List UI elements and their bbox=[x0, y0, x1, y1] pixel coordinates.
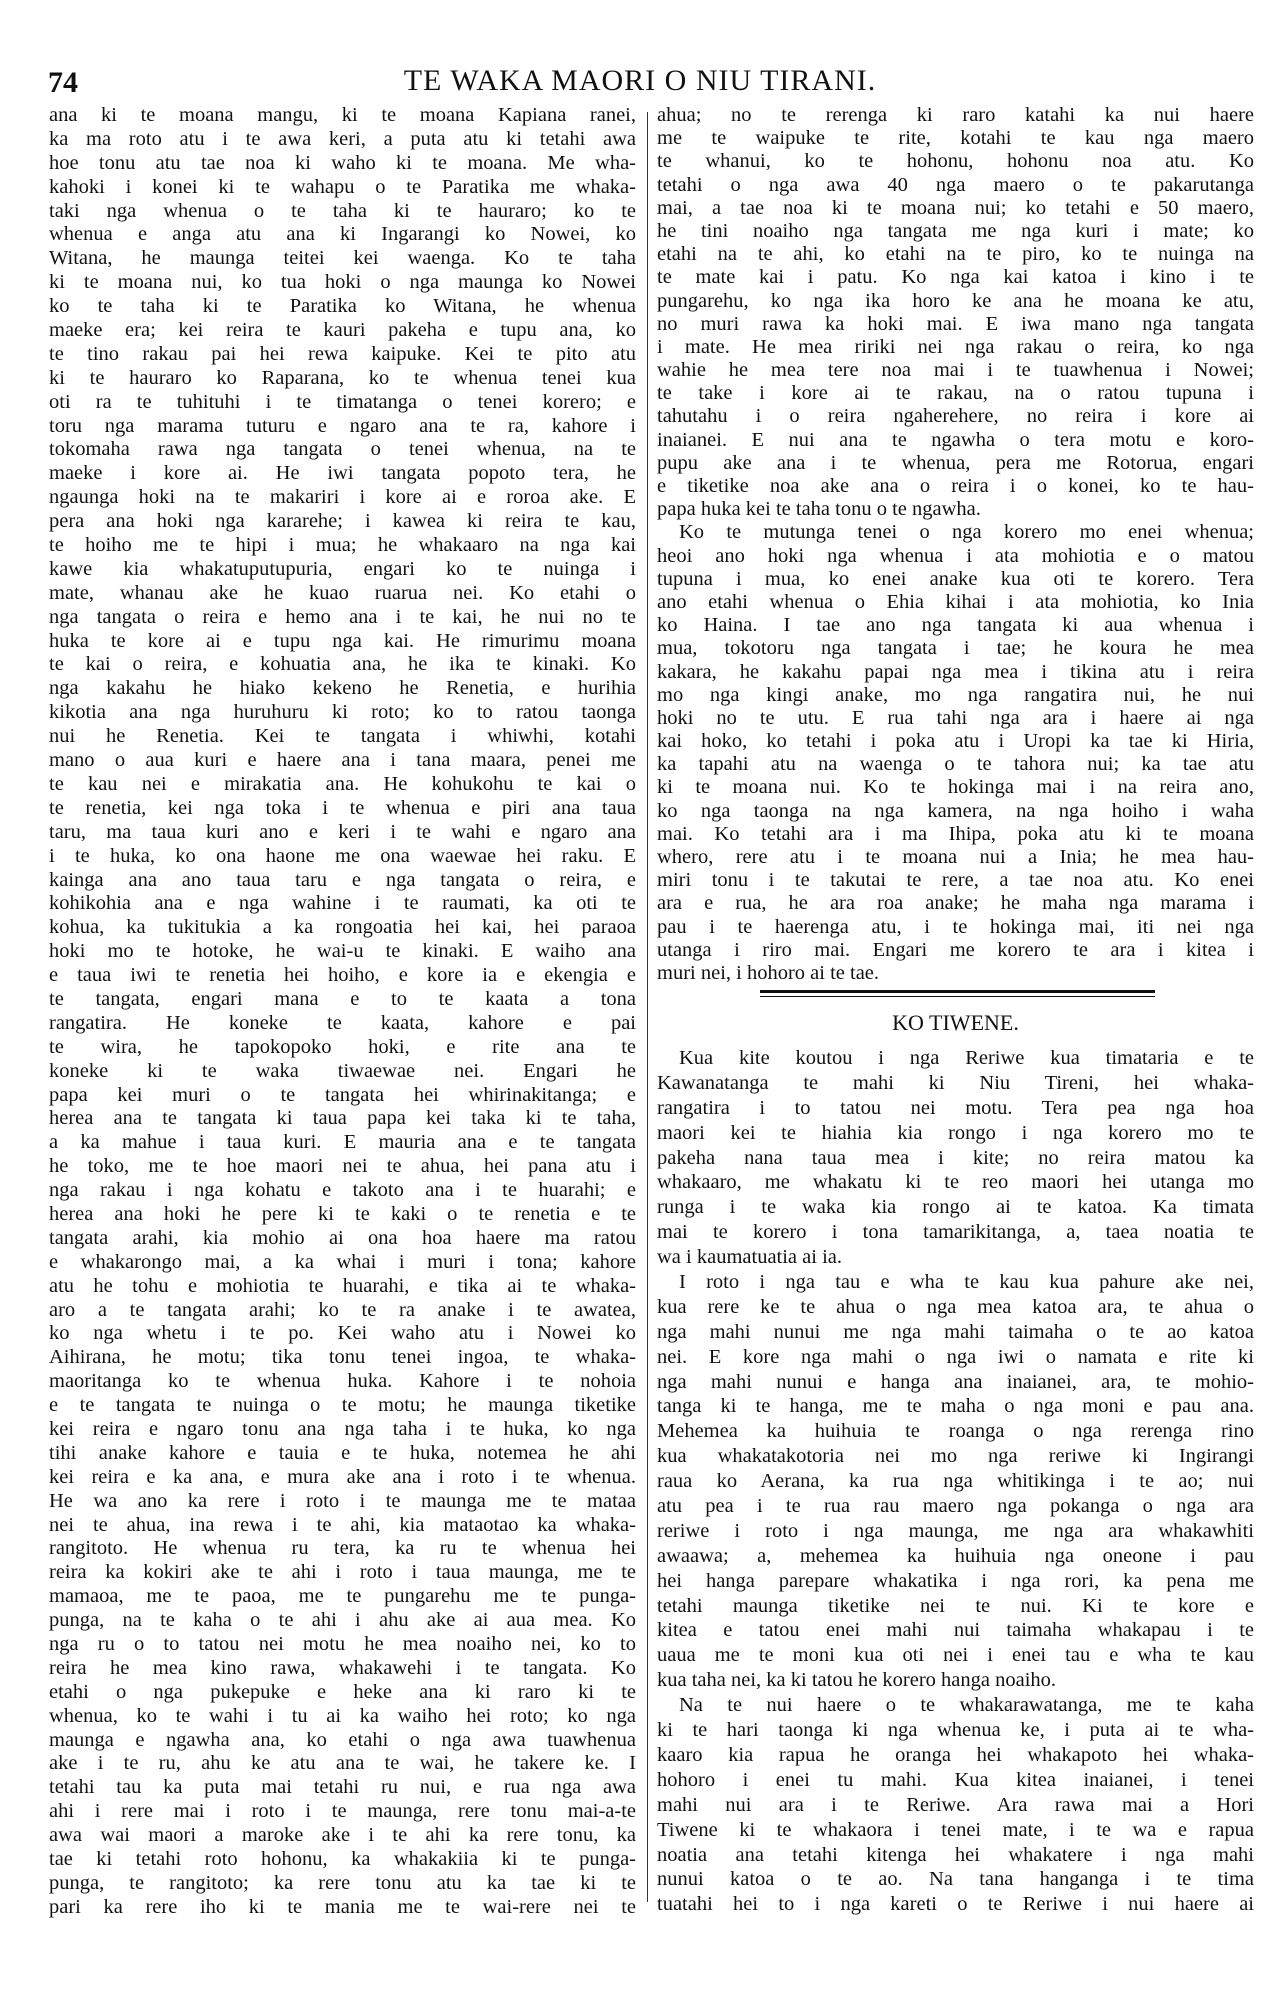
text-line: nga rakau i nga kohatu e takoto ana i te huarahi; e bbox=[49, 1179, 636, 1202]
text-line: kua taha nei, ka ki tatou he korero hanga noaiho. bbox=[657, 1669, 1057, 1692]
text-line: no muri rawa ka hoki mai. E iwa mano nga tangata bbox=[657, 312, 1254, 335]
section-heading: KO TIWENE. bbox=[892, 1010, 1019, 1035]
text-line: te renetia, kei nga toka i te whenua e piri ana taua bbox=[49, 796, 636, 819]
text-line: mahi nui ara i te Reriwe. Ara rawa mai a Hori bbox=[657, 1793, 1254, 1816]
left-column bbox=[49, 104, 636, 1920]
text-line: Tiwene ki te whakaora i tenei mate, i te wa e rapua bbox=[657, 1818, 1254, 1841]
text-line: mano o aua kuri e haere ana i tana maara, penei me bbox=[49, 749, 636, 772]
text-line: punga, te rangitoto; ka rere tonu atu ka tae ki te bbox=[49, 1871, 636, 1894]
text-line: ki te moana nui, ko tua hoki o nga maunga ko Nowei bbox=[49, 271, 636, 294]
text-line: kohikohia ana e nga wahine i te raumati, ka oti te bbox=[49, 892, 636, 915]
text-line: ki te moana nui. Ko te hokinga mai i na reira ano, bbox=[657, 776, 1254, 799]
text-line: te mate kai i patu. Ko nga kai katoa i kino i te bbox=[657, 266, 1254, 289]
text-line: mua, tokotoru nga tangata i tae; he koura he mea bbox=[657, 637, 1254, 660]
text-line: pungarehu, ko nga ika horo ke ana he moana ke atu, bbox=[657, 289, 1254, 312]
text-line: hei hanga parepare whakatika i nga rori, ka pena me bbox=[657, 1569, 1254, 1592]
text-line: papa kei muri o te tangata hei whirinakitanga; e bbox=[49, 1083, 636, 1106]
text-line: miri tonu i te takutai te rere, a tae noa atu. Ko enei bbox=[657, 869, 1254, 892]
right-column-top bbox=[657, 104, 1254, 985]
text-line: raua ko Aerana, ka rua nga whitikinga i te ao; nui bbox=[657, 1470, 1254, 1493]
text-line: e taua iwi te renetia hei hoiho, e kore ia e ekengia e bbox=[49, 964, 636, 987]
text-line: kainga ana ano taua taru e nga tangata o reira, e bbox=[49, 868, 636, 891]
text-line: Kua kite koutou i nga Reriwe kua timataria e te bbox=[679, 1047, 1254, 1069]
text-line: mai te korero i tona tamarikitanga, a, taea noatia te bbox=[657, 1221, 1254, 1244]
text-line: Aihirana, he motu; tika tonu tenei ingoa, te whaka- bbox=[49, 1346, 636, 1369]
text-line: taru, ma taua kuri ano e keri i te wahi e ngaro ana bbox=[49, 820, 636, 843]
section-rule-thin bbox=[760, 996, 1155, 997]
text-line: e tiketike noa ake ana o reira i o konei, ko te hau- bbox=[657, 475, 1254, 497]
text-line: nga mahi nunui e hanga ana inaianei, ara, te mohio- bbox=[657, 1370, 1254, 1393]
text-line: maeke era; kei reira te kauri pakeha e tupu ana, ko bbox=[49, 319, 636, 342]
text-line: toru nga marama tuturu e ngaro ana te ra, kahore i bbox=[49, 414, 636, 437]
text-line: pupu ake ana i te whenua, pera me Rotorua, engari bbox=[657, 451, 1254, 474]
text-line: papa huka kei te taha tonu o te ngawha. bbox=[657, 498, 981, 521]
text-line: utanga i riro mai. Engari me korero te ara i kitea i bbox=[657, 938, 1254, 961]
text-line: pari ka rere iho ki te mania me te wai-rere nei te bbox=[49, 1895, 636, 1918]
text-line: pakeha nana taua mea i kite; no reira matou ka bbox=[657, 1146, 1254, 1169]
text-line: kei reira e ka ana, e mura ake ana i roto i te whenua. bbox=[49, 1465, 636, 1488]
text-line: tihi anake kahore e tauia e te huka, notemea he ahi bbox=[49, 1441, 636, 1464]
text-line: herea ana te tangata ki taua papa kei taka ki te taha, bbox=[49, 1107, 636, 1130]
text-line: ki te hauraro ko Raparana, ko te whenua tenei kua bbox=[49, 366, 636, 389]
text-line: mamaoa, me te paoa, me te pungarehu me te punga- bbox=[49, 1585, 636, 1608]
text-line: huka te kore ai e tupu nga kai. He rimurimu moana bbox=[49, 629, 636, 652]
text-line: whero, rere atu i te moana nui a Inia; he mea hau- bbox=[657, 846, 1254, 868]
text-line: rangitoto. He whenua ru tera, ka ru te whenua hei bbox=[49, 1537, 636, 1560]
text-line: ki te hari taonga ki nga whenua ke, i puta ai te wha- bbox=[657, 1719, 1254, 1742]
text-line: herea ana hoki he pere ki te kaki o te renetia e te bbox=[49, 1202, 636, 1225]
text-line: tangata arahi, kia mohio ai ona hoa haere ma ratou bbox=[49, 1226, 636, 1249]
text-line: wa i kaumatuatia ai ia. bbox=[657, 1246, 842, 1269]
text-line: maeke i kore ai. He iwi tangata popoto tera, he bbox=[49, 462, 636, 485]
text-line: nga mahi nunui me nga mahi taimaha o te ao katoa bbox=[657, 1320, 1254, 1343]
text-line: kahoki i konei ki te wahapu o te Paratika me whaka- bbox=[49, 175, 636, 198]
text-line: tuatahi hei to i nga kareti o te Reriwe i nui haere ai bbox=[657, 1893, 1254, 1916]
text-line: kai hoko, ko tetahi i poka atu i Uropi ka tae ki Hiria, bbox=[657, 730, 1254, 753]
text-line: ano etahi whenua o Ehia kihai i ata mohiotia, ko Inia bbox=[657, 590, 1254, 613]
text-line: i te huka, ko ona haone me ona waewae hei raku. E bbox=[49, 844, 636, 867]
text-line: nga kakahu he hiako kekeno he Renetia, e hurihia bbox=[49, 677, 636, 700]
text-line: tetahi tau ka puta mai tetahi ru nui, e rua nga awa bbox=[49, 1776, 636, 1799]
text-line: ahi i rere mai i roto i te maunga, rere tonu mai-a-te bbox=[49, 1800, 636, 1823]
text-line: He wa ano ka rere i roto i te maunga me te mataa bbox=[49, 1489, 636, 1512]
text-line: maunga e ngawha ana, ko etahi o nga awa tuawhenua bbox=[49, 1728, 636, 1751]
text-line: inaianei. E nui ana te ngawha o tera motu e koro- bbox=[657, 428, 1254, 451]
text-line: e whakarongo mai, a ka whai i muri i tona; kahore bbox=[49, 1250, 636, 1273]
text-line: ko te taha ki te Paratika ko Witana, he whenua bbox=[49, 295, 636, 318]
text-line: whenua e anga atu ana ki Ingarangi ko Nowei, ko bbox=[49, 223, 636, 246]
text-line: kawe kia whakatuputupuria, engari ko te nuinga i bbox=[49, 557, 636, 580]
text-line: ka ma roto atu i te awa keri, a puta atu ki tetahi awa bbox=[49, 127, 636, 150]
text-line: maori kei te hiahia kia rongo i nga korero mo te bbox=[657, 1121, 1254, 1144]
text-line: kua rere ke te ahua o nga mea katoa ara, te ahua o bbox=[657, 1295, 1254, 1318]
text-line: a ka mahue i taua kuri. E mauria ana e te tangata bbox=[49, 1131, 636, 1154]
text-line: hoki no te utu. E rua tahi nga ara i haere ai nga bbox=[657, 706, 1254, 729]
text-line: mai. Ko tetahi ara i ma Ihipa, poka atu ki te moana bbox=[657, 822, 1254, 845]
text-line: ngaunga hoki na te makariri i kore ai e roroa ake. E bbox=[49, 486, 636, 509]
text-line: ara e rua, he ara roa anake; he maha nga marama i bbox=[657, 892, 1254, 915]
text-line: heoi ano hoki nga whenua i ata mohiotia e o matou bbox=[657, 544, 1254, 567]
section-rule bbox=[760, 990, 1155, 993]
text-line: kohua, ka tukitukia a ka rongoatia hei kai, hei paraoa bbox=[49, 916, 636, 939]
text-line: te tangata, engari mana e to te kaata a tona bbox=[49, 987, 636, 1010]
text-line: reriwe i roto i nga maunga, me nga ara whakawhiti bbox=[657, 1519, 1254, 1542]
text-line: Mehemea ka huihuia te roanga o nga rerenga rino bbox=[657, 1420, 1254, 1443]
text-line: pera ana hoki nga kararehe; i kawea ki reira te kau, bbox=[49, 510, 636, 533]
text-line: oti ra te tuhituhi i te timatanga o tenei korero; e bbox=[49, 390, 636, 413]
text-line: rangatira i to tatou nei motu. Tera pea nga hoa bbox=[657, 1096, 1254, 1119]
text-line: ko nga whetu i te po. Kei waho atu i Nowei ko bbox=[49, 1322, 636, 1345]
text-line: te wira, he tapokopoko hoki, e rite ana te bbox=[49, 1035, 636, 1058]
text-line: muri nei, i hohoro ai te tae. bbox=[657, 961, 880, 984]
text-line: tahutahu i o reira ngaherehere, no reira i kore ai bbox=[657, 405, 1254, 428]
text-line: atu he tohu e mohiotia te huarahi, e tika ai te whaka- bbox=[49, 1274, 636, 1297]
text-line: nunui katoa o te ao. Na tana hanganga i te tima bbox=[657, 1868, 1254, 1891]
text-line: punga, na te kaha o te ahi i ahu ake ai aua mea. Ko bbox=[49, 1609, 636, 1632]
text-line: e te tangata te nuinga o te motu; he maunga tiketike bbox=[49, 1394, 636, 1417]
text-line: koneke ki te waka tiwaewae nei. Engari he bbox=[49, 1059, 636, 1082]
newspaper-title: TE WAKA MAORI O NIU TIRANI. bbox=[403, 64, 877, 97]
text-line: Witana, he maunga teitei kei waenga. Ko te taha bbox=[49, 247, 636, 270]
page-number: 74 bbox=[48, 66, 78, 99]
text-line: nga tangata o reira e hemo ana i te kai, he nui no te bbox=[49, 605, 636, 628]
text-line: hoki mo te hotoke, he wai-u te kinaki. E waiho ana bbox=[49, 940, 636, 963]
text-line: aro a te tangata arahi; ko te ra anake i te awatea, bbox=[49, 1298, 636, 1321]
text-line: noatia ana tetahi kitenga hei whakatere i nga mahi bbox=[657, 1843, 1254, 1866]
text-line: he tini noaiho nga tangata me nga kuri i mate; ko bbox=[657, 219, 1254, 242]
text-line: awaawa; a, mehemea ka huihuia nga oneone i pau bbox=[657, 1544, 1254, 1567]
text-line: mate, whanau ake he kuao ruarua nei. Ko etahi o bbox=[49, 581, 636, 604]
text-line: rangatira. He koneke te kaata, kahore e pai bbox=[49, 1011, 636, 1034]
text-line: hohoro i enei tu mahi. Kua kitea inaianei, i tenei bbox=[657, 1768, 1254, 1791]
text-line: I roto i nga tau e wha te kau kua pahure ake nei, bbox=[679, 1271, 1254, 1294]
text-line: tae ki tetahi roto hohonu, ka whakakiia ki te punga- bbox=[49, 1848, 636, 1871]
text-line: i mate. He mea ririki nei nga rakau o reira, ko nga bbox=[657, 335, 1254, 358]
text-line: mai, a tae noa ki te moana nui; ko tetahi e 50 maero, bbox=[657, 196, 1254, 219]
text-line: reira ka kokiri ake te ahi i roto i taua maunga, me te bbox=[49, 1561, 636, 1584]
text-line: te tino rakau pai hei rewa kaipuke. Kei te pito atu bbox=[49, 342, 636, 365]
text-line: kitea e tatou enei mahi nui taimaha whakapau i te bbox=[657, 1619, 1254, 1642]
text-line: kaaro kia rapua he oranga hei whakapoto hei whaka- bbox=[657, 1743, 1254, 1766]
text-line: ka tapahi atu na waenga o te tahora nui; ka tae atu bbox=[657, 753, 1254, 776]
text-line: runga i te waka kia rongo ai te katoa. Ka timata bbox=[657, 1196, 1254, 1219]
text-line: tetahi maunga tiketike nei te nui. Ki te kore e bbox=[657, 1594, 1254, 1617]
text-line: ana ki te moana mangu, ki te moana Kapiana ranei, bbox=[49, 104, 636, 126]
text-line: ko Haina. I tae ano nga tangata ki aua whenua i bbox=[657, 614, 1254, 637]
text-line: etahi o nga pukepuke e heke ana ki raro ki te bbox=[49, 1680, 636, 1703]
text-line: taki nga whenua o te taha ki te hauraro; ko te bbox=[49, 199, 636, 222]
text-line: tetahi o nga awa 40 nga maero o te pakarutanga bbox=[657, 173, 1254, 196]
text-line: te kau nei e mirakatia ana. He kohukohu te kai o bbox=[49, 772, 636, 795]
text-line: ake i te ru, ahu ke atu ana te wai, he takere ke. I bbox=[49, 1752, 636, 1775]
text-line: te hoiho me te hipi i mua; he whakaaro na nga kai bbox=[49, 534, 636, 557]
text-line: kakara, he kakahu papai nga mea i tikina atu i reira bbox=[657, 660, 1254, 683]
text-line: me te waipuke te rite, kotahi te kau nga maero bbox=[657, 127, 1254, 150]
text-line: mo nga kingi anake, mo nga rangatira nui, he nui bbox=[657, 683, 1254, 706]
text-line: nei te ahua, ina rewa i te ahi, kia mataotao ka whaka- bbox=[49, 1513, 636, 1536]
text-line: te take i kore ai te rakau, na o ratou tupuna i bbox=[657, 382, 1254, 405]
text-line: maoritanga ko te whenua huka. Kahore i te nohoia bbox=[49, 1370, 636, 1393]
text-line: reira he mea kino rawa, whakawehi i te tangata. Ko bbox=[49, 1656, 636, 1679]
text-line: atu pea i te rua rau maero nga pokanga o nga ara bbox=[657, 1495, 1254, 1518]
text-line: Ko te mutunga tenei o nga korero mo enei whenua; bbox=[679, 521, 1254, 544]
text-line: te kai o reira, e kohuatia ana, he ika te kinaki. Ko bbox=[49, 653, 636, 676]
text-line: uaua me te moni kua oti nei i enei tau e wha te kau bbox=[657, 1644, 1254, 1667]
text-line: whakaaro, me whakatu ki te reo maori hei utanga mo bbox=[657, 1171, 1254, 1194]
text-line: Na te nui haere o te whakarawatanga, me te kaha bbox=[679, 1694, 1254, 1717]
text-line: ahua; no te rerenga ki raro katahi ka nui haere bbox=[657, 104, 1254, 126]
text-line: etahi na te ahi, ko etahi na te piro, ko te nuinga na bbox=[657, 243, 1254, 266]
text-line: whenua, ko te wahi i tu ai ka waiho hei roto; ko nga bbox=[49, 1704, 636, 1727]
column-divider bbox=[647, 112, 648, 1902]
text-line: he toko, me te hoe maori nei te ahua, hei pana atu i bbox=[49, 1155, 636, 1178]
text-line: kua whakatakotoria nei mo nga reriwe ki Ingirangi bbox=[657, 1445, 1254, 1468]
text-line: nui he Renetia. Kei te tangata i whiwhi, kotahi bbox=[49, 725, 636, 748]
text-line: nei. E kore nga mahi o nga iwi o namata e rite ki bbox=[657, 1345, 1254, 1368]
text-line: te whanui, ko te hohonu, hohonu noa atu. Ko bbox=[657, 150, 1254, 173]
text-line: tanga ki te hanga, me te maha o nga moni e pau ana. bbox=[657, 1395, 1254, 1418]
text-line: hoe tonu atu tae noa ki waho ki te moana. Me wha- bbox=[49, 151, 636, 174]
text-line: pau i te haerenga atu, i te hokinga mai, iti nei nga bbox=[657, 915, 1254, 938]
text-line: awa wai maori a maroke ake i te ahi ka rere tonu, ka bbox=[49, 1824, 636, 1847]
text-line: wahie he mea tere noa mai i te tuawhenua i Nowei; bbox=[657, 359, 1254, 382]
text-line: ko nga taonga na nga kamera, na nga hoiho i waha bbox=[657, 799, 1254, 822]
text-line: kei reira e ngaro tonu ana nga taha i te huka, ko nga bbox=[49, 1417, 636, 1440]
text-line: Kawanatanga te mahi ki Niu Tireni, hei whaka- bbox=[657, 1071, 1254, 1094]
text-line: tokomaha rawa nga tangata o tenei whenua, na te bbox=[49, 438, 636, 461]
text-line: kikotia ana nga huruhuru ki roto; ko to ratou taonga bbox=[49, 701, 636, 724]
text-line: nga ru o to tatou nei motu he mea noaiho nei, ko to bbox=[49, 1633, 636, 1655]
text-line: tupuna i mua, ko enei anake kua oti te korero. Tera bbox=[657, 567, 1254, 590]
right-column-bottom bbox=[657, 1046, 1254, 1917]
